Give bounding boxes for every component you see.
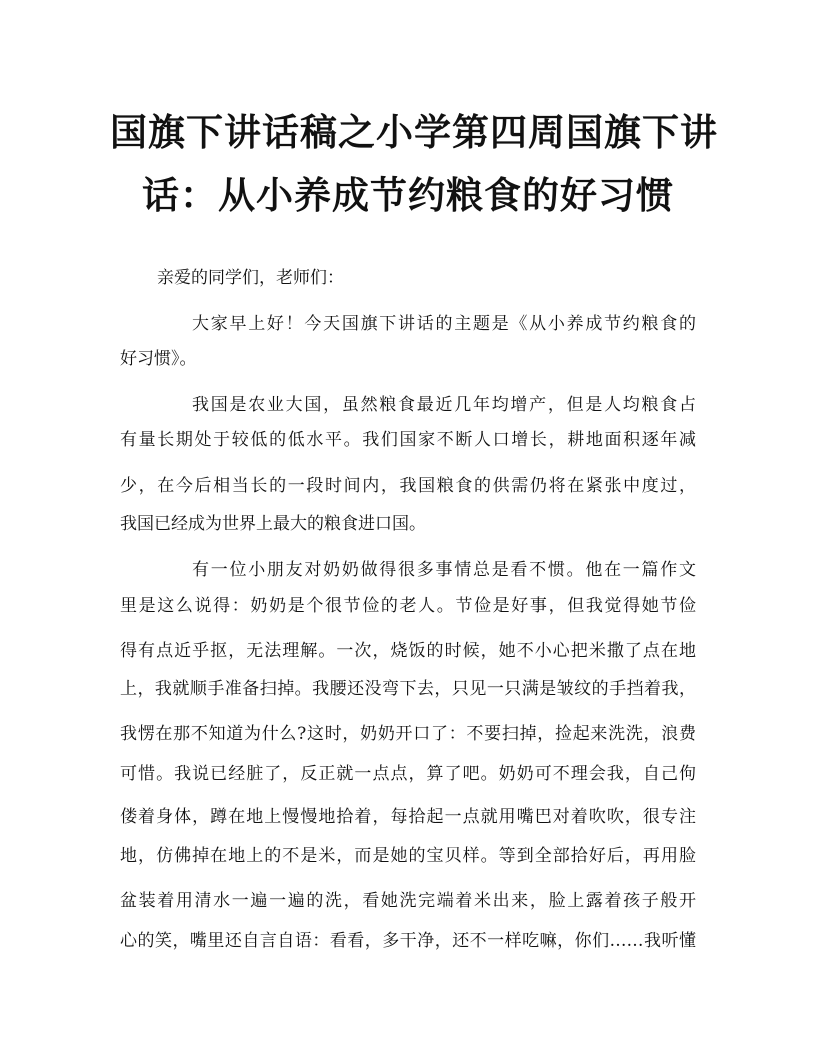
paragraph-3-line-2: 里是这么说得：奶奶是个很节俭的老人。节俭是好事，但我觉得她节俭 bbox=[120, 596, 696, 616]
paragraph-2-line-4: 我国已经成为世界上最大的粮食进口国。 bbox=[120, 514, 426, 534]
paragraph-2-line-3: 少，在今后相当长的一段时间内，我国粮食的供需仍将在紧张中度过， bbox=[120, 476, 696, 496]
paragraph-3-line-3: 得有点近乎抠，无法理解。一次，烧饭的时候，她不小心把米撒了点在地 bbox=[120, 641, 696, 661]
paragraph-3-line-8: 地，仿佛掉在地上的不是米，而是她的宝贝样。等到全部拾好后，再用脸 bbox=[120, 846, 696, 866]
paragraph-3-line-10: 心的笑，嘴里还自言自语：看看，多干净，还不一样吃嘛，你们……我听懂 bbox=[120, 931, 696, 951]
paragraph-2-line-2: 有量长期处于较低的低水平。我们国家不断人口增长，耕地面积逐年减 bbox=[120, 430, 696, 450]
paragraph-3-line-7: 偻着身体，蹲在地上慢慢地拾着，每拾起一点就用嘴巴对着吹吹，很专注 bbox=[120, 807, 696, 827]
paragraph-3-line-6: 可惜。我说已经脏了，反正就一点点，算了吧。奶奶可不理会我，自己佝 bbox=[120, 764, 696, 784]
paragraph-1-line-1: 大家早上好！今天国旗下讲话的主题是《从小养成节约粮食的 bbox=[192, 314, 696, 334]
paragraph-3-line-5: 我愣在那不知道为什么?这时，奶奶开口了：不要扫掉，捡起来洗洗，浪费 bbox=[120, 724, 696, 744]
paragraph-3-line-1: 有一位小朋友对奶奶做得很多事情总是看不惯。他在一篇作文 bbox=[192, 560, 696, 580]
document-title-line-2: 话：从小养成节约粮食的好习惯 bbox=[142, 173, 674, 217]
document-title-line-1: 国旗下讲话稿之小学第四周国旗下讲 bbox=[110, 110, 718, 154]
paragraph-2-line-1: 我国是农业大国，虽然粮食最近几年均增产，但是人均粮食占 bbox=[192, 395, 696, 415]
paragraph-3-line-4: 上，我就顺手准备扫掉。我腰还没弯下去，只见一只满是皱纹的手挡着我， bbox=[120, 679, 696, 699]
paragraph-1-line-2: 好习惯》。 bbox=[120, 349, 197, 369]
paragraph-3-line-9: 盆装着用清水一遍一遍的洗，看她洗完端着米出来，脸上露着孩子般开 bbox=[120, 891, 696, 911]
greeting: 亲爱的同学们，老师们： bbox=[157, 268, 344, 288]
